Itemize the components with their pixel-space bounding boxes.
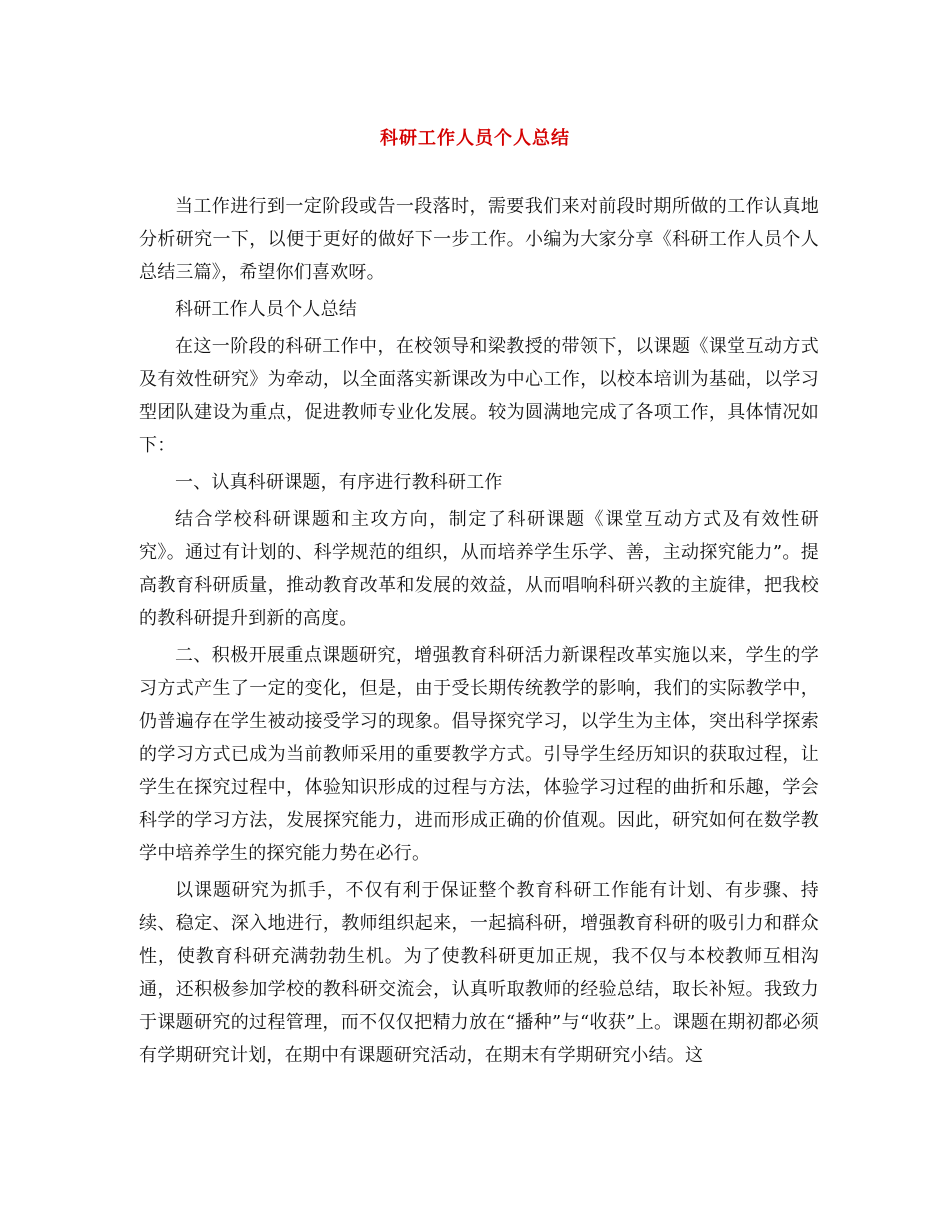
paragraph-overview: 在这一阶段的科研工作中，在校领导和梁教授的带领下，以课题《课堂互动方式及有效性研究》为牵动，以全面落实新课改为中心工作，以校本培训为基础，以学习型团队建设为重点，促进教师专业化发展。较为圆满地完成了各项工作，具体情况如下： xyxy=(139,336,819,456)
paragraph-heading-one: 一、认真科研课题，有序进行教科研工作 xyxy=(175,472,503,493)
paragraph-section-one: 结合学校科研课题和主攻方向，制定了科研课题《课堂互动方式及有效性研究》。通过有计划的、科学规范的组织，从而培养学生乐学、善，主动探究能力”。提高教育科研质量，推动教育改革和发展的效益，从而唱响科研兴教的主旋律，把我校的教科研提升到新的高度。 xyxy=(139,509,819,629)
paragraph-subtitle: 科研工作人员个人总结 xyxy=(175,299,357,320)
document-title: 科研工作人员个人总结 xyxy=(380,128,570,149)
paragraph-research-management: 以课题研究为抓手，不仅有利于保证整个教育科研工作能有计划、有步骤、持续、稳定、深入地进行，教师组织起来，一起搞科研，增强教育科研的吸引力和群众性，使教育科研充满勃勃生机。为了使教科研更加正规，我不仅与本校教师互相沟通，还积极参加学校的教科研交流会，认真听取教师的经验总结，取长补短。我致力于课题研究的过程管理，而不仅仅把精力放在“播种”与“收获”上。课题在期初都必须有学期研究计划，在期中有课题研究活动，在期末有学期研究小结。这 xyxy=(139,880,819,1066)
paragraph-section-two: 二、积极开展重点课题研究，增强教育科研活力新课程改革实施以来，学生的学习方式产生了一定的变化，但是，由于受长期传统教学的影响，我们的实际教学中，仍普遍存在学生被动接受学习的现象。倡导探究学习，以学生为主体，突出科学探索的学习方式已成为当前教师采用的重要教学方式。引导学生经历知识的获取过程，让学生在探究过程中，体验知识形成的过程与方法，体验学习过程的曲折和乐趣，学会科学的学习方法，发展探究能力，进而形成正确的价值观。因此，研究如何在数学教学中培养学生的探究能力势在必行。 xyxy=(139,645,819,864)
paragraph-intro: 当工作进行到一定阶段或告一段落时，需要我们来对前段时期所做的工作认真地分析研究一下，以便于更好的做好下一步工作。小编为大家分享《科研工作人员个人总结三篇》，希望你们喜欢呀。 xyxy=(139,196,819,283)
document-body xyxy=(139,190,819,1072)
